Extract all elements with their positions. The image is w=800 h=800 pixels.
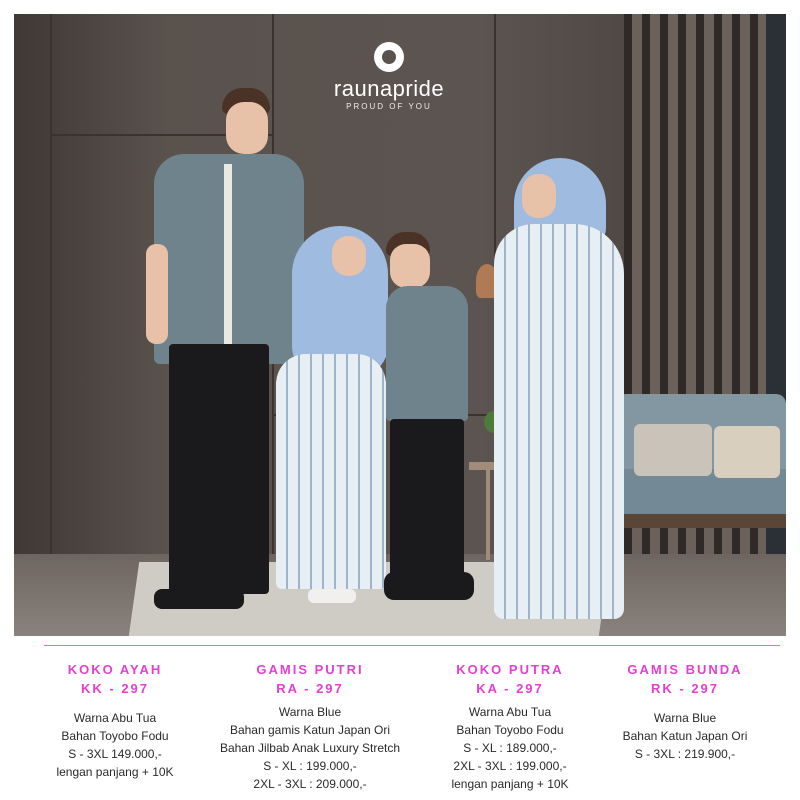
product-gamis-bunda xyxy=(600,660,770,763)
pillow xyxy=(714,426,780,478)
wall-panel-line xyxy=(50,14,52,554)
moon-logo-icon xyxy=(374,42,404,72)
product-name: GAMIS BUNDA xyxy=(627,662,743,677)
product-koko-putra xyxy=(420,660,600,793)
product-detail: S - XL : 189.000,- xyxy=(463,741,557,755)
product-detail: 2XL - 3XL : 209.000,- xyxy=(253,777,367,791)
product-name: GAMIS PUTRI xyxy=(256,662,364,677)
product-detail: Warna Blue xyxy=(653,711,717,725)
product-detail: S - 3XL 149.000,- xyxy=(68,747,162,761)
pillow xyxy=(634,424,712,476)
product-name: KOKO PUTRA xyxy=(456,662,564,677)
product-detail: Warna Blue xyxy=(278,705,342,719)
pink-divider xyxy=(44,645,780,646)
product-detail: Bahan Katun Japan Ori xyxy=(622,729,748,743)
product-detail: S - XL : 199.000,- xyxy=(263,759,357,773)
product-detail: lengan panjang + 10K xyxy=(56,765,174,779)
product-photo xyxy=(14,14,786,636)
product-detail: Warna Abu Tua xyxy=(468,705,552,719)
product-detail: Bahan gamis Katun Japan Ori xyxy=(229,723,391,737)
product-detail: Warna Abu Tua xyxy=(73,711,157,725)
product-detail: Bahan Toyobo Fodu xyxy=(456,723,564,737)
product-code: KK - 297 xyxy=(80,681,150,696)
brand-tagline: PROUD OF YOU xyxy=(346,102,432,111)
product-name: KOKO AYAH xyxy=(67,662,163,677)
product-detail: Bahan Toyobo Fodu xyxy=(61,729,169,743)
product-detail: 2XL - 3XL : 199.000,- xyxy=(453,759,567,773)
product-code: KA - 297 xyxy=(476,681,544,696)
sofa-base xyxy=(624,514,786,528)
product-gamis-putri xyxy=(200,660,420,793)
side-stool-leg xyxy=(486,470,490,560)
product-code: RA - 297 xyxy=(276,681,344,696)
brand-name: raunapride xyxy=(333,76,445,101)
product-detail: S - 3XL : 219.900,- xyxy=(634,747,736,761)
product-koko-ayah xyxy=(30,660,200,781)
product-code: RK - 297 xyxy=(650,681,720,696)
product-detail: lengan panjang + 10K xyxy=(451,777,569,791)
product-detail: Bahan Jilbab Anak Luxury Stretch xyxy=(219,741,401,755)
